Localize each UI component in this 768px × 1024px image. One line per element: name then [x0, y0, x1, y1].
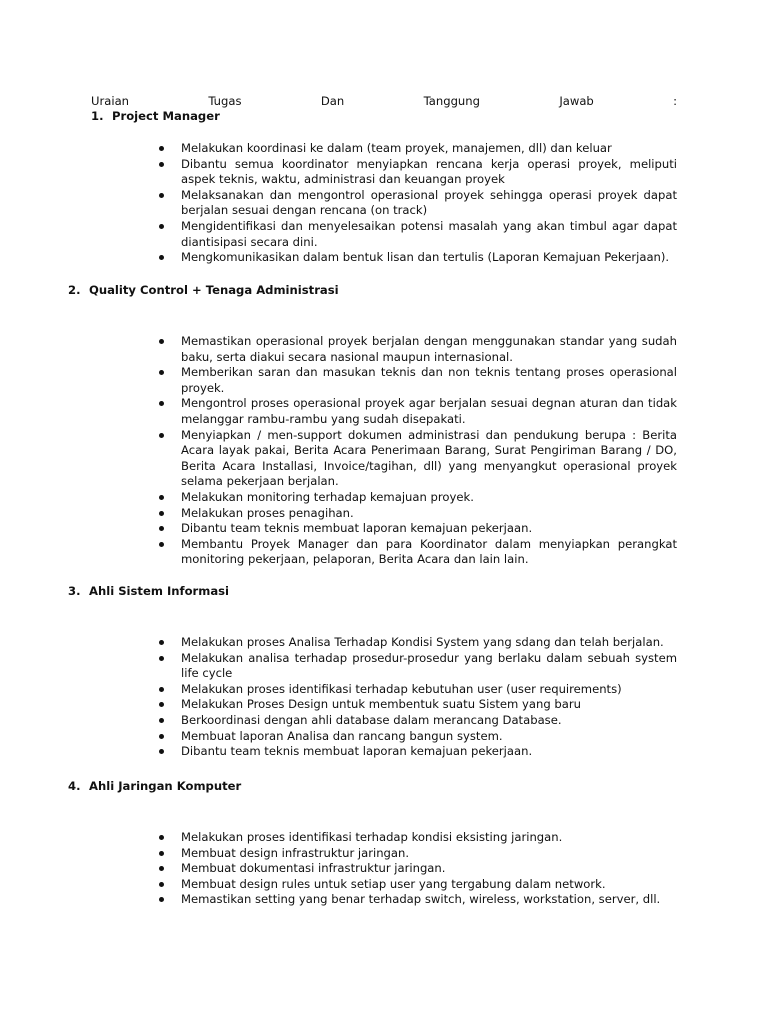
bullet-icon	[159, 511, 164, 516]
list-item-text: Dibantu team teknis membuat laporan kemajuan pekerjaan.	[181, 521, 533, 536]
list-item	[181, 428, 677, 490]
bullet-icon	[159, 702, 164, 707]
list-item-text: Melakukan koordinasi ke dalam (team proyek, manajemen, dll) dan keluar	[181, 141, 612, 155]
list-item-text: Melakukan Proses Design untuk membentuk suatu Sistem yang baru	[181, 697, 581, 712]
list-item-text: Menyiapkan / men-support dokumen administrasi dan pendukung berupa : Berita Acara layak pakai, Berita Acara Penerimaan Barang, Surat Pengiriman Barang / DO, Berita Acara Installasi, Invoice/tagihan, dll) yang menyangkut operasional proyek selama pekerjaan berjalan.	[181, 427, 677, 489]
list-item	[181, 682, 677, 698]
section-heading-project-manager	[91, 109, 220, 124]
section-list-ahli-jaringan-komputer	[181, 830, 677, 908]
list-item-text: Melakukan proses identifikasi terhadap kondisi eksisting jaringan.	[181, 830, 563, 844]
list-item-text: Mengkomunikasikan dalam bentuk lisan dan tertulis (Laporan Kemajuan Pekerjaan).	[181, 250, 670, 265]
bullet-icon	[159, 433, 164, 438]
bullet-icon	[159, 193, 164, 198]
bullet-icon	[159, 255, 164, 260]
list-item	[181, 365, 677, 396]
list-item-text: Melakukan proses identifikasi terhadap kebutuhan user (user requirements)	[181, 681, 622, 696]
list-item	[181, 713, 677, 729]
list-item-text: Melakukan proses Analisa Terhadap Kondisi System yang sdang dan telah berjalan.	[181, 635, 664, 649]
list-item	[181, 651, 677, 682]
list-item	[181, 846, 677, 862]
section-list-ahli-sistem-informasi	[181, 635, 677, 760]
list-item	[181, 861, 677, 877]
section-title: Ahli Jaringan Komputer	[89, 779, 242, 793]
section-number: 2.	[68, 283, 81, 297]
list-item	[181, 506, 677, 522]
bullet-icon	[159, 656, 164, 661]
bullet-icon	[159, 146, 164, 151]
list-item-text: Mengontrol proses operasional proyek agar berjalan sesuai degnan aturan dan tidak melanggar rambu-rambu yang sudah disepakati.	[181, 396, 677, 426]
list-item	[181, 490, 677, 506]
list-item	[181, 537, 677, 568]
list-item-text: Membuat design infrastruktur jaringan.	[181, 845, 410, 860]
section-number: 1.	[91, 109, 104, 123]
section-number: 3.	[68, 584, 81, 598]
section-list-quality-control	[181, 334, 677, 568]
section-heading-ahli-sistem-informasi	[68, 584, 229, 599]
section-heading-quality-control	[68, 283, 339, 298]
list-item-text: Membuat laporan Analisa dan rancang bangun system.	[181, 728, 503, 743]
bullet-icon	[159, 866, 164, 871]
list-item-text: Membuat design rules untuk setiap user yang tergabung dalam network.	[181, 876, 606, 891]
bullet-icon	[159, 734, 164, 739]
title-word: Uraian	[91, 94, 130, 108]
list-item-text: Memastikan setting yang benar terhadap switch, wireless, workstation, server, dll.	[181, 892, 661, 907]
list-item-text: Mengidentifikasi dan menyelesaikan potensi masalah yang akan timbul agar dapat diantisipasi secara dini.	[181, 218, 677, 249]
list-item	[181, 334, 677, 365]
list-item	[181, 729, 677, 745]
title-word: Jawab	[559, 94, 594, 108]
section-title: Quality Control + Tenaga Administrasi	[89, 283, 339, 297]
bullet-icon	[159, 339, 164, 344]
title-word: Tanggung	[423, 94, 480, 108]
list-item-text: Memastikan operasional proyek berjalan dengan menggunakan standar yang sudah baku, serta diakui secara nasional maupun internasional.	[181, 334, 677, 364]
bullet-icon	[159, 224, 164, 229]
bullet-icon	[159, 851, 164, 856]
bullet-icon	[159, 542, 164, 547]
bullet-icon	[159, 749, 164, 754]
document-title	[91, 94, 677, 109]
list-item	[181, 877, 677, 893]
list-item-text: Memberikan saran dan masukan teknis dan non teknis tentang proses operasional proyek.	[181, 365, 677, 395]
title-word: :	[673, 94, 678, 108]
list-item	[181, 157, 677, 188]
section-number: 4.	[68, 779, 81, 793]
bullet-icon	[159, 687, 164, 692]
title-word: Dan	[320, 94, 345, 108]
bullet-icon	[159, 718, 164, 723]
list-item-text: Dibantu semua koordinator menyiapkan rencana kerja operasi proyek, meliputi aspek teknis, waktu, administrasi dan keuangan proyek	[181, 156, 677, 187]
list-item	[181, 892, 677, 908]
list-item	[181, 219, 677, 250]
list-item	[181, 396, 677, 427]
list-item-text: Melakukan analisa terhadap prosedur-prosedur yang berlaku dalam sebuah system life cycle	[181, 650, 677, 681]
list-item-text: Membantu Proyek Manager dan para Koordinator dalam menyiapkan perangkat monitoring pekerjaan, pelaporan, Berita Acara dan lain lain.	[181, 536, 677, 567]
list-item-text: Dibantu team teknis membuat laporan kemajuan pekerjaan.	[181, 744, 533, 759]
section-list-project-manager	[181, 141, 677, 266]
bullet-icon	[159, 897, 164, 902]
section-title: Project Manager	[112, 109, 220, 123]
section-title: Ahli Sistem Informasi	[89, 584, 230, 598]
list-item-text: Melakukan proses penagihan.	[181, 505, 354, 520]
title-word: Tugas	[208, 94, 242, 108]
bullet-icon	[159, 640, 164, 645]
bullet-icon	[159, 882, 164, 887]
list-item	[181, 635, 677, 651]
list-item-text: Melaksanakan dan mengontrol operasional proyek sehingga operasi proyek dapat berjalan sesuai dengan rencana (on track)	[181, 187, 677, 218]
bullet-icon	[159, 526, 164, 531]
bullet-icon	[159, 495, 164, 500]
section-heading-ahli-jaringan-komputer	[68, 779, 241, 794]
bullet-icon	[159, 162, 164, 167]
list-item-text: Berkoordinasi dengan ahli database dalam merancang Database.	[181, 712, 562, 727]
list-item	[181, 830, 677, 846]
list-item-text: Melakukan monitoring terhadap kemajuan proyek.	[181, 489, 474, 504]
bullet-icon	[159, 401, 164, 406]
bullet-icon	[159, 835, 164, 840]
list-item	[181, 521, 677, 537]
bullet-icon	[159, 370, 164, 375]
list-item	[181, 250, 677, 266]
list-item	[181, 697, 677, 713]
list-item	[181, 744, 677, 760]
list-item	[181, 188, 677, 219]
list-item-text: Membuat dokumentasi infrastruktur jaringan.	[181, 861, 446, 876]
list-item	[181, 141, 677, 157]
